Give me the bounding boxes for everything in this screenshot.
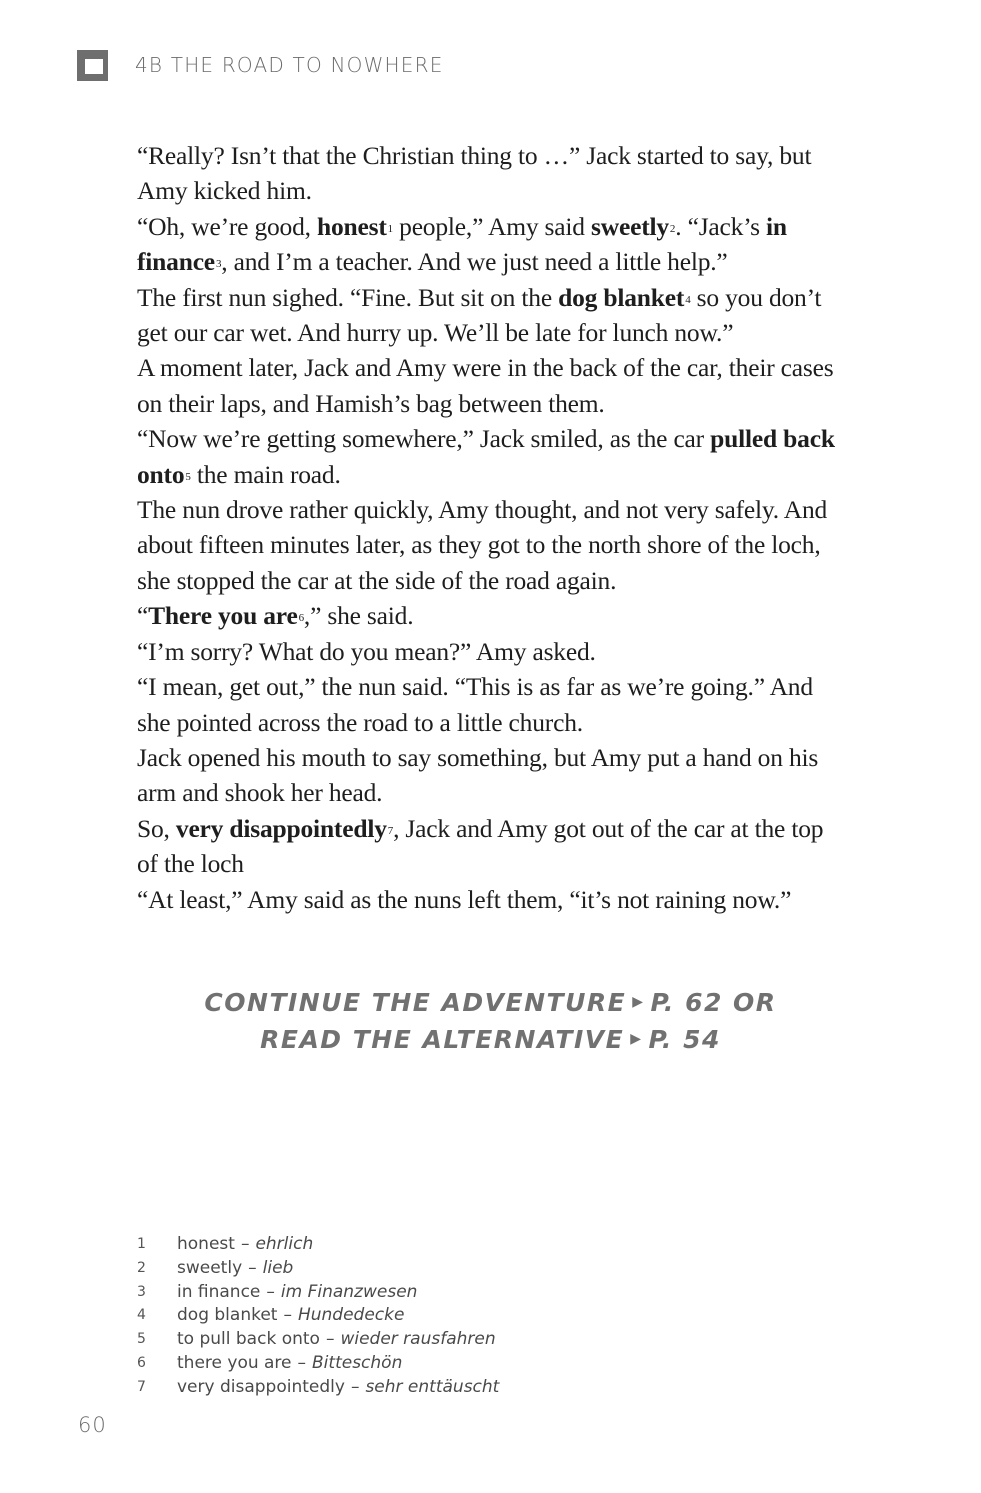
footnote-marker[interactable]: 1 bbox=[387, 222, 393, 235]
continue-line[interactable] bbox=[0, 985, 981, 1022]
footnote-marker[interactable]: 3 bbox=[215, 258, 222, 271]
footnote-marker[interactable]: 6 bbox=[298, 612, 304, 625]
footnote-term: sweetly bbox=[177, 1257, 243, 1278]
alternative-label: READ THE ALTERNATIVE bbox=[260, 1025, 625, 1054]
footnote bbox=[137, 1304, 737, 1328]
continue-page: P. 62 OR bbox=[650, 988, 777, 1017]
glossary-term: pulled back onto bbox=[137, 424, 835, 489]
footnote-marker[interactable]: 7 bbox=[387, 824, 394, 837]
glossary-term: There you are bbox=[148, 601, 298, 631]
footnote-dash: – bbox=[325, 1329, 335, 1350]
paragraph: “I’m sorry? What do you mean?” Amy asked. bbox=[137, 636, 596, 666]
footnote-translation: ehrlich bbox=[255, 1234, 314, 1254]
footnote-number: 1 bbox=[137, 1236, 146, 1252]
footnote-number: 5 bbox=[137, 1331, 146, 1348]
paragraph: The nun drove rather quickly, Amy thought, and not very safely. And about fifteen minutes later, as they got to the north shore of the loch, she stopped the car at the side of the road again. bbox=[137, 495, 828, 595]
alternative-page: P. 54 bbox=[648, 1025, 721, 1054]
footnote-marker[interactable]: 5 bbox=[185, 470, 191, 483]
glossary-term: honest bbox=[317, 211, 387, 241]
paragraph: Jack opened his mouth to say something, but Amy put a hand on his arm and shook her head. bbox=[137, 742, 819, 808]
footnote bbox=[137, 1376, 737, 1400]
alternative-line[interactable] bbox=[0, 1022, 981, 1059]
paragraph: “Really? Isn’t that the Christian thing to …” Jack started to say, but Amy kicked him. bbox=[137, 141, 812, 206]
footnote-number: 4 bbox=[137, 1307, 146, 1324]
glossary-term: in finance bbox=[137, 211, 787, 277]
paragraph: The first nun sighed. “Fine. But sit on the dog blanket$^4$ so you don’t get our car wet. And hurry up. We’ll be late for lunch now.” bbox=[137, 282, 822, 348]
footnote-translation: lieb bbox=[262, 1257, 294, 1278]
paragraph: “Oh, we’re good, honest$^1$ people,” Amy said sweetly$^2$. “Jack’s in finance$^3$, and I’m a teacher. And we just need a little help.” bbox=[137, 211, 787, 277]
chapter-frame-icon bbox=[77, 48, 109, 82]
footnote-term: there you are bbox=[177, 1352, 292, 1373]
footnote-term: dog blanket bbox=[177, 1305, 278, 1326]
footnotes-glossary bbox=[137, 1233, 737, 1400]
footnote bbox=[137, 1257, 737, 1281]
paragraph: A moment later, Jack and Amy were in the back of the car, their cases on their laps, and Hamish’s bag between them. bbox=[137, 353, 834, 418]
footnote-number: 2 bbox=[137, 1259, 146, 1276]
paragraph: “There you are$^6$,” she said. bbox=[137, 601, 414, 631]
footnote-dash: – bbox=[266, 1281, 275, 1302]
footnote-term: to pull back onto bbox=[177, 1329, 320, 1350]
footnote-translation: Bitteschön bbox=[312, 1352, 403, 1373]
glossary-term: sweetly bbox=[591, 211, 669, 241]
footnote-dash: – bbox=[283, 1305, 292, 1326]
navigation-instructions bbox=[0, 985, 981, 1059]
footnote-term: very disappointedly bbox=[177, 1376, 345, 1397]
footnote-translation: Hundedecke bbox=[297, 1305, 405, 1326]
footnote-dash: – bbox=[297, 1352, 307, 1373]
page-number: 60 bbox=[78, 1413, 107, 1437]
footnote-number: 6 bbox=[137, 1354, 146, 1371]
footnote bbox=[137, 1281, 737, 1305]
footnote-dash: – bbox=[350, 1376, 360, 1397]
paragraph: “I mean, get out,” the nun said. “This is as far as we’re going.” And she pointed across the road to a little church. bbox=[137, 672, 813, 737]
chapter-title: 4B THE ROAD TO NOWHERE bbox=[135, 53, 444, 77]
footnote-marker[interactable]: 4 bbox=[685, 293, 691, 306]
paragraph: So, very disappointedly$^7$, Jack and Amy got out of the car at the top of the loch bbox=[137, 813, 824, 879]
footnote-term: honest bbox=[177, 1234, 235, 1254]
footnote-dash: – bbox=[248, 1257, 257, 1278]
play-arrow-icon: ▶ bbox=[630, 1031, 643, 1047]
footnote-dash: – bbox=[240, 1234, 250, 1254]
play-arrow-icon: ▶ bbox=[632, 994, 645, 1010]
footnote bbox=[137, 1352, 737, 1376]
footnote-translation: im Finanzwesen bbox=[280, 1281, 418, 1302]
footnote-translation: sehr enttäuscht bbox=[365, 1376, 500, 1397]
footnote-term: in finance bbox=[177, 1281, 261, 1302]
continue-label: CONTINUE THE ADVENTURE bbox=[204, 988, 627, 1017]
paragraph: “At least,” Amy said as the nuns left them, “it’s not raining now.” bbox=[137, 884, 792, 914]
footnote bbox=[137, 1328, 737, 1352]
paragraph: “Now we’re getting somewhere,” Jack smiled, as the car pulled back onto$^5$ the main road. bbox=[137, 424, 835, 489]
footnote-number: 7 bbox=[137, 1378, 146, 1395]
running-head bbox=[77, 47, 444, 83]
glossary-term: dog blanket bbox=[558, 282, 685, 312]
footnote bbox=[137, 1233, 737, 1257]
footnote-marker[interactable]: 2 bbox=[669, 222, 676, 235]
story-text bbox=[137, 138, 849, 917]
footnote-number: 3 bbox=[137, 1283, 146, 1300]
footnote-translation: wieder rausfahren bbox=[340, 1329, 496, 1350]
glossary-term: very disappointedly bbox=[175, 813, 387, 843]
